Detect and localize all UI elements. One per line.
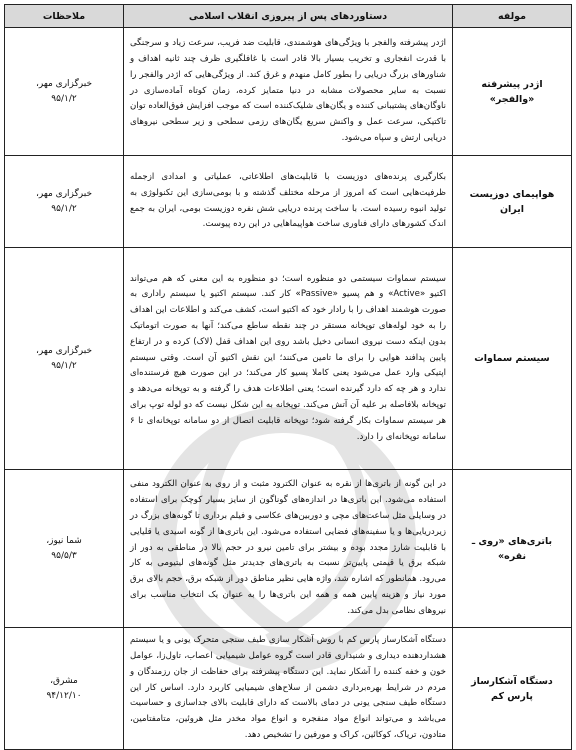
note-source: خبرگزاری مهر، xyxy=(35,78,93,89)
header-component: مولفه xyxy=(453,5,572,28)
row-note xyxy=(5,28,124,156)
achievements-table xyxy=(4,4,572,750)
table-row xyxy=(5,156,572,248)
table-row xyxy=(5,248,572,470)
row-note xyxy=(5,470,124,628)
row-description: سیستم سماوات سیستمی دو منظوره است؛ دو منظوره به این معنی که هم می‌تواند اکتیو «Active» و هم پسیو «Passive» کار کند. سیستم اکتیو یا سیستم راداری به صورت هوشمند اهداف را با رادار خود که اکتیو است، کشف می‌کند و اطلاعات این اهداف را به خود لوله‌های توپخانه مستقر در چند نقطه ساطع می‌کند؛ آنها به صورت اتوماتیک بدون اینکه دست نیروی انسانی دخیل باشد روی این اهداف قفل (لاک) کرده و در ارتفاع پایین پدافند هوایی را برای ما تامین می‌کنند؛ این نقش اکتیو آن است. وقتی سیستم اپتیکی وارد عمل می‌شود یعنی کاملا پسیو کار می‌کند؛ در این صورت هیچ فرستنده‌ای ندارد و هر چه که دارد گیرنده است؛ یعنی اطلاعات هدف را گرفته و به توپخانه می‌دهد و توپخانه بلافاصله بر علیه آن آتش می‌کند. توپخانه به این شکل نیست که دو لوله توپ برای هر سیستم سماوات بکار گرفته شود؛ توپخانه قابلیت اتصال از دو سامانه توپخانه‌ای تا ۶ سامانه توپخانه‌ای را دارد. xyxy=(124,248,453,470)
note-source: مشرق، xyxy=(50,675,78,686)
row-component-name: سیستم سماوات xyxy=(453,248,572,470)
note-source: شما نیوز، xyxy=(46,535,82,546)
row-note xyxy=(5,248,124,470)
row-description: در این گونه از باتری‌ها از نقره به عنوان الکترود مثبت و از روی به عنوان الکترود منفی استفاده می‌شود. این باتری‌ها در اندازه‌های گوناگون از سایز بسیار کوچک برای استفاده در وسایلی مثل ساعت‌های مچی و دوربین‌های عکاسی و فیلم برداری تا گونه‌های بزرگ در زیردریایی‌ها و یا سفینه‌های فضایی استفاده می‌شود. این باتری‌ها از گونه اسیدی یا قلیایی با قابلیت شارژ مجدد بوده و بیشتر برای تامین نیرو در حجم بالا در مناطقی به دور از شبکه برق یا قیمتی پایین‌تر نسبت به باتری‌های جدیدتر مثل گونه‌های لیتیومی به کار می‌رود. همانطور که اشاره شد، واژه هایی نظیر مناطق دور از شبکه برق، حجم بالای برق مورد نیاز و هزینه پایین همه و همه این باتری‌ها را به عنوان یک انتخاب مناسب برای نیروهای نظامی بدل می‌کند. xyxy=(124,470,453,628)
header-achievements: دستاوردهای پس از پیروزی انقلاب اسلامی xyxy=(124,5,453,28)
row-description: اژدر پیشرفته والفجر با ویژگی‌های هوشمندی، قابلیت ضد فریب، سرعت زیاد و سرجنگی با قدرت انفجاری و تخریب بسیار بالا قادر است با غافلگیری ظرف چند ثانیه اهداف و شناورهای بزرگ دریایی را بطور کامل منهدم و غرق کند. از ویژگی‌هایی که اژدر والفجر را نسبت به سایر محصولات مشابه در دنیا متمایز کرده، زمان کوتاه آماده‌سازی در ناوگان‌های پشتیبانی کننده و یگان‌های شلیک‌کننده است که موجب افزایش فوق‌العاده توان تاکتیکی، سرعت عمل و واکنش سریع یگان‌های رزمی سطحی و زیر سطحی نیروهای دریایی ارتش و سپاه می‌شود. xyxy=(124,28,453,156)
table-header-row xyxy=(5,5,572,28)
note-source: خبرگزاری مهر، xyxy=(35,345,93,356)
note-source: خبرگزاری مهر، xyxy=(35,188,93,199)
table-row xyxy=(5,28,572,156)
row-description: بکارگیری پرنده‌های دوزیست با قابلیت‌های اطلاعاتی، عملیاتی و امدادی ازجمله ظرفیت‌هایی است که امروز از مرحله مختلف گذشته و با بومی‌سازی این تکنولوژی به تولید انبوه رسیده است. با ساخت پرنده دریایی شش نفره دوزیست بومی، ایران به جمع اندک کشورهای دارای فناوری ساخت هواپیماهایی در این رده پیوست. xyxy=(124,156,453,248)
row-component-name: هواپیمای دوزیست ایران xyxy=(453,156,572,248)
row-note xyxy=(5,628,124,750)
table-row xyxy=(5,470,572,628)
note-date: ۹۴/۱۲/۱۰ xyxy=(46,690,82,701)
note-date: ۹۵/۱/۲ xyxy=(51,93,77,104)
header-notes: ملاحظات xyxy=(5,5,124,28)
row-note xyxy=(5,156,124,248)
table-row xyxy=(5,628,572,750)
row-description: دستگاه آشکارساز پارس کم با روش آشکار سازی طیف سنجی متحرک یونی و یا سیستم هشداردهنده دیداری و شنیداری قادر است گروه عوامل شیمیایی اعصاب، تاول‌زا، عوامل خون و خفه کننده را آشکار نماید. این دستگاه پیشرفته برای حفاظت از جان رزمندگان و مردم در شرایط بهره‌برداری دشمن از سلاح‌های شیمیایی کاربرد دارد. اساس کار این دستگاه طیف سنجی یونی در دمای بالاست که دارای قابلیت بالای جداسازی و حساسیت می‌باشد و می‌تواند انواع مواد منفجره و انواع مواد مخدر مثل هروئین، متامفتامین، متادون، تریاک، کوکائین، کراک و مورفین را تشخیص دهد. xyxy=(124,628,453,750)
note-date: ۹۵/۱/۲ xyxy=(51,203,77,214)
row-component-name: دستگاه آشکارساز پارس کم xyxy=(453,628,572,750)
note-date: ۹۵/۱/۲ xyxy=(51,360,77,371)
row-component-name: اژدر پیشرفته «والفجر» xyxy=(453,28,572,156)
note-date: ۹۵/۵/۳ xyxy=(51,550,77,561)
row-component-name: باتری‌های «روی ـ نقره» xyxy=(453,470,572,628)
